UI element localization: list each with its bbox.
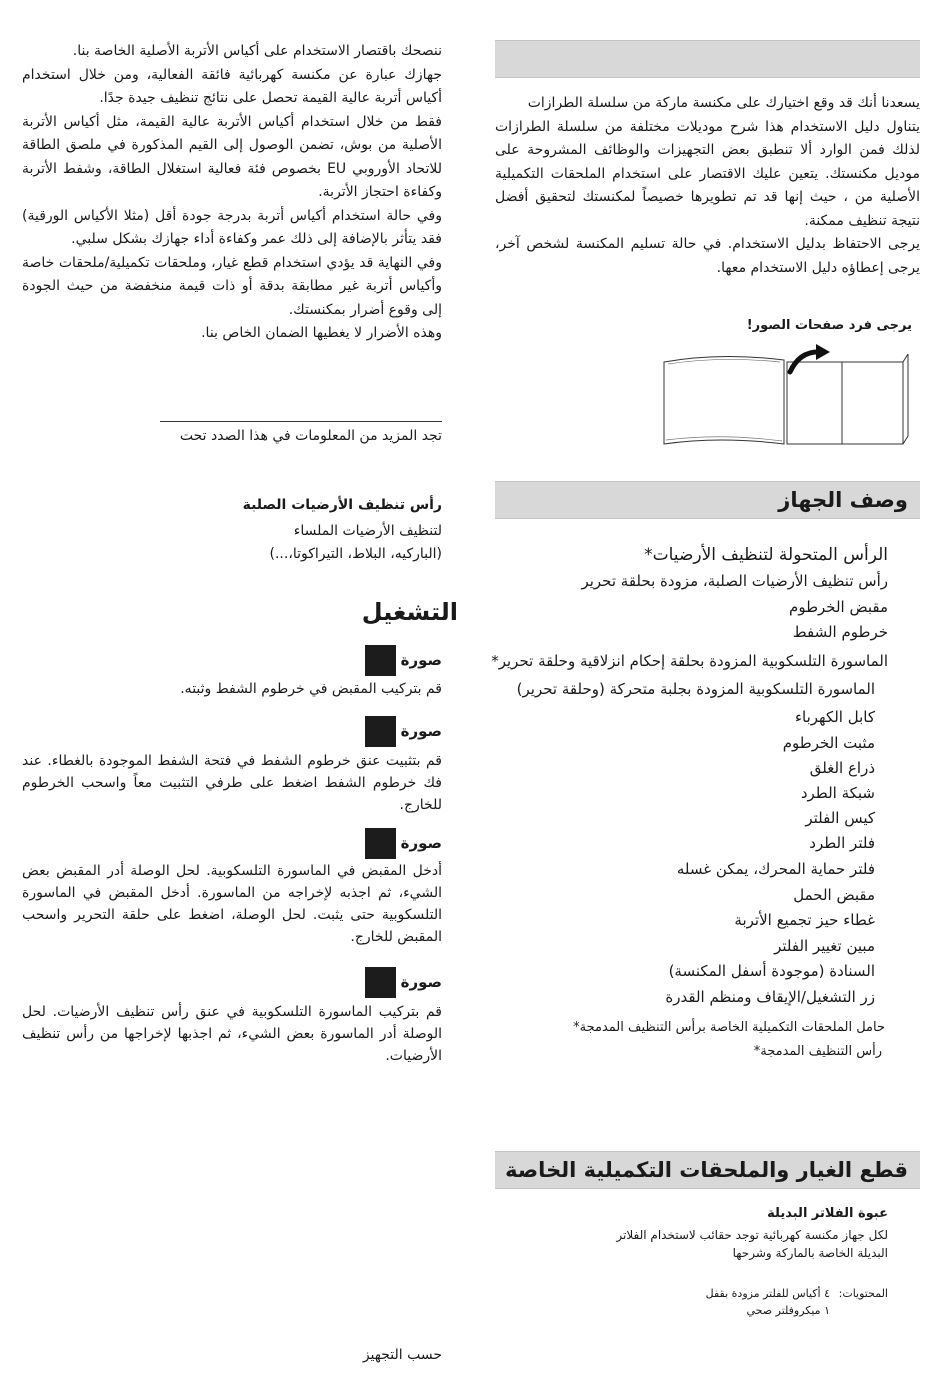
figure-1-header [365,645,442,676]
part-item: غطاء حيز تجميع الأتربة [734,911,875,929]
paragraph: وفي النهاية قد يؤدي استخدام قطع غيار، وملحقات تكميلية/ملحقات خاصة وأكياس أتربة غير مطابقة بدقة أو ذات قيمة منخفضة من حيث الجودة إلى وقوع أضرار بمكنستك. [22,254,442,318]
figure-number-box [365,716,396,747]
step-text: أدخل المقبض في الماسورة التلسكوبية. لحل الوصلة أدر المقبض بعض الشيء، ثم اجذبه لإخراجه من الماسورة. أدخل المقبض في الماسورة التلسكوبية حتى يثبت. لحل الوصلة، اضغط على حلقة التحرير واسحب المقبض للخارج. [22,863,442,945]
paragraph: وهذه الأضرار لا يغطيها الضمان الخاص بنا. [201,325,442,341]
intro-text-left [22,40,442,346]
hard-floor-title: رأس تنظيف الأرضيات الصلبة [242,497,442,513]
more-info-text: تجد المزيد من المعلومات في هذا الصدد تحت [179,428,442,444]
step-4 [22,1001,442,1067]
part-item: فلتر حماية المحرك، يمكن غسله [676,860,875,878]
step-text: قم بتثبيت عنق خرطوم الشفط في فتحة الشفط الموجودة بالغطاء. عند فك خرطوم الشفط اضغط على طرفي التثبيت معاً واسحب الخرطوم للخارج. [22,753,442,813]
part-item: حامل الملحقات التكميلية الخاصة برأس التنظيف المدمجة* [573,1020,885,1035]
figure-label: صورة [400,651,442,669]
part-item: الماسورة التلسكوبية المزودة بجلبة متحركة (وحلقة تحرير) [516,680,875,698]
part-item: فلتر الطرد [809,834,875,852]
footer-note: حسب التجهيز [362,1347,442,1363]
paragraph: ننصحك باقتصار الاستخدام على أكياس الأتربة الأصلية الخاصة بنا. [72,43,442,59]
filter-pack-desc-text: لكل جهاز مكنسة كهربائية توجد حقائب لاستخدام الفلاتر البديلة الخاصة بالماركة وشرحها [616,1228,888,1260]
hard-floor-line1: لتنظيف الأرضيات الملساء [293,523,442,539]
operation-title: التشغيل [361,598,458,626]
step-1 [160,678,442,700]
part-item: شبكة الطرد [800,784,875,802]
paragraph: فقط من خلال استخدام أكياس الأتربة عالية القيمة، مثل أكياس الأتربة الأصلية من بوش، تضمن الوصول إلى القيم المذكورة في ملصق الطاقة للاتحاد الأوروبي EU بخصوص فئة فعالية استغلال الطاقة، وشفط الأتربة وكفاءة احتجاز الأتربة. [22,113,442,200]
paragraph: وفي حالة استخدام أكياس أتربة بدرجة جودة أقل (مثلا الأكياس الورقية) فقد يتأثر بالإضافة إلى ذلك عمر وكفاءة أداء جهازك بشكل سلبي. [22,207,442,247]
part-item: مقبض الحمل [793,886,875,904]
filter-pack-description [582,1226,888,1262]
part-item: رأس تنظيف الأرضيات الصلبة، مزودة بحلقة تحرير [581,572,888,590]
part-item: مقبض الخرطوم [789,598,888,616]
figure-number-box [365,828,396,859]
part-item: زر التشغيل/الإيقاف ومنظم القدرة [665,988,875,1006]
part-item: خرطوم الشفط [792,623,888,641]
paragraph: يتناول دليل الاستخدام هذا شرح موديلات مختلفة من سلسلة الطرازات لذلك فمن الوارد ألا تنطبق بعض التجهيزات والوظائف المشروحة على موديل مكنستك. يتعين عليك الاقتصار على استخدام الملحقات التكميلية الأصلية من ، حيث إنها قد تم تطويرها خصيصاً لمكنستك لتحقيق أفضل نتيجة تنظيف ممكنة. [495,118,920,229]
part-item: رأس التنظيف المدمجة* [753,1044,882,1059]
part-item: كيس الفلتر [805,809,875,827]
paragraph: يرجى الاحتفاظ بدليل الاستخدام. في حالة تسليم المكنسة لشخص آخر، يرجى إعطاؤه دليل الاستخدام معها. [495,236,920,276]
part-item: مبين تغيير الفلتر [774,937,875,955]
top-empty-band [495,40,920,78]
figure-label: صورة [400,973,442,991]
part-item: الماسورة التلسكوبية المزودة بحلقة إحكام انزلاقية وحلقة تحرير* [491,652,888,670]
contents-item-2: ١ ميكروفلتر صحي [746,1304,830,1317]
left-column [22,40,442,346]
paragraph: جهازك عبارة عن مكنسة كهربائية فائقة الفعالية، ومن خلال استخدام أكياس أتربة عالية القيمة تحصل على نتائج تنظيف جيدة جدًا. [22,66,442,106]
step-3 [22,860,442,948]
paragraph: يسعدنا أنك قد وقع اختيارك على مكنسة ماركة من سلسلة الطرازات [527,95,920,111]
part-item: كابل الكهرباء [794,708,875,726]
spare-parts-title: قطع الغيار والملحقات التكميلية الخاصة [505,1158,908,1182]
divider-line [160,421,442,422]
part-item: الرأس المتحولة لتنظيف الأرضيات* [644,545,888,565]
figure-label: صورة [400,834,442,852]
figure-2-header [365,716,442,747]
part-item: مثبت الخرطوم [782,734,875,752]
hard-floor-line2: (الباركيه، البلاط، التيراكوتا،...) [269,546,442,562]
spare-parts-band [495,1151,920,1189]
contents-label: المحتويات: [838,1287,888,1300]
figure-number-box [365,967,396,998]
step-text: قم بتركيب المقبض في خرطوم الشفط وثبته. [180,681,442,697]
filter-pack-title: عبوة الفلاتر البديلة [767,1206,888,1221]
contents-item-1: ٤ أكياس للفلتر مزودة بقفل [705,1287,830,1300]
figure-3-header [365,828,442,859]
device-description-title: وصف الجهاز [778,488,908,512]
unfold-note: يرجى فرد صفحات الصور! [746,318,912,333]
figure-4-header [365,967,442,998]
step-text: قم بتركيب الماسورة التلسكوبية في عنق رأس تنظيف الأرضيات. لحل الوصلة أدر الماسورة بعض الشيء، ثم اجذبها لإخراجها من رأس تنظيف الأرضيات. [22,1004,442,1064]
part-item: ذراع الغلق [809,759,875,777]
foldout-pages-illustration [660,340,910,446]
figure-number-box [365,645,396,676]
part-item: السنادة (موجودة أسفل المكنسة) [668,962,875,980]
figure-label: صورة [400,722,442,740]
intro-text-right [495,92,920,280]
step-2 [22,750,442,816]
device-description-band [495,481,920,519]
